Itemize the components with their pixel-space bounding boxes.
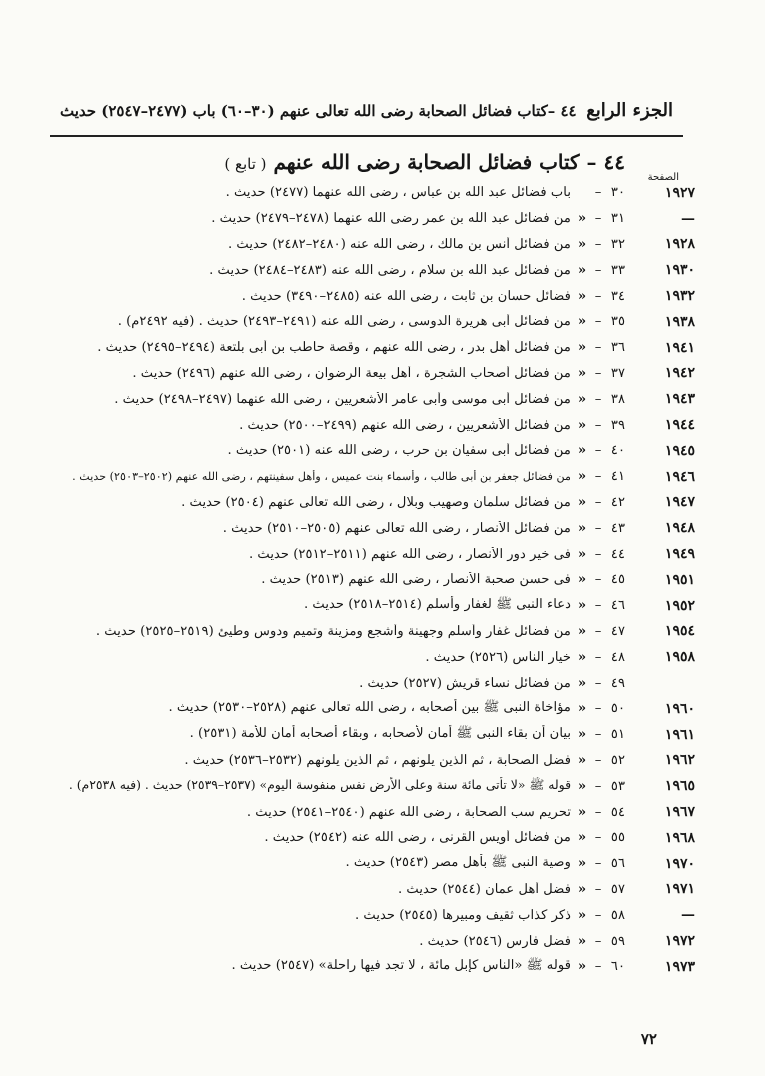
list-item (55, 928, 695, 954)
list-item (55, 180, 695, 206)
running-header (60, 100, 673, 121)
entry-number: ٤٩ (610, 675, 626, 691)
entry-number: ٥٥ (610, 830, 626, 846)
entry-number: ٤٦ (610, 598, 626, 614)
entry-ditto: « (577, 288, 587, 304)
entry-number: ٣١ (610, 211, 626, 227)
entry-dash: – (594, 340, 602, 356)
entry-title: من فضائل أهل بدر ، رضى الله عنهم ، وقصة حاطب بن أبى بلتعة (٢٤٩٤–٢٤٩٥) حديث . (97, 340, 571, 356)
entry-page: ١٩٤٤ (664, 417, 695, 434)
list-item (55, 748, 695, 774)
entry-dash: – (594, 623, 602, 639)
entry-title: من فضائل أصحاب الشجرة ، أهل بيعة الرضوان ، رضى الله عنهم (٢٤٩٦) حديث . (132, 365, 571, 381)
entry-number: ٣٣ (610, 262, 626, 278)
volume-label: الجزء الرابع (586, 100, 673, 121)
entry-title: من فضائل أبى موسى وأبى عامر الأشعريين ، رضى الله عنهما (٢٤٩٧–٢٤٩٨) حديث . (114, 391, 571, 407)
entry-ditto: « (577, 959, 587, 975)
entry-dash: – (594, 236, 602, 252)
entry-number: ٥١ (610, 727, 626, 743)
entry-dash: – (594, 727, 602, 743)
entry-dash: – (594, 881, 602, 897)
entry-page: ١٩٦٥ (664, 778, 695, 795)
list-item (55, 490, 695, 516)
entry-ditto: « (577, 881, 587, 897)
section-title (224, 150, 625, 174)
entry-ditto: « (577, 752, 587, 768)
entry-page: ١٩٤٦ (664, 468, 695, 485)
entry-ditto: « (577, 520, 587, 536)
entry-title: قوله ﷺ «الناس كإبل مائة ، لا تجد فيها راحلة» (٢٥٤٧) حديث . (231, 958, 571, 974)
entry-page: ١٩٦١ (664, 726, 695, 743)
entry-ditto: « (577, 443, 587, 459)
list-item (55, 232, 695, 258)
entry-title: باب فضائل عبد الله بن عباس ، رضى الله عنهما (٢٤٧٧) حديث . (225, 185, 571, 201)
page-column-label: الصفحة (647, 172, 679, 183)
entry-title: من فضائل الأنصار ، رضى الله تعالى عنهم (٢٥٠٥–٢٥١٠) حديث . (222, 520, 571, 536)
entry-page: ١٩٦٢ (664, 752, 695, 769)
entry-dash: – (594, 494, 602, 510)
entry-ditto: « (577, 907, 587, 923)
entry-dash: – (594, 907, 602, 923)
entry-page: ١٩٣٢ (664, 288, 695, 305)
entry-number: ٣٠ (610, 185, 626, 201)
entry-dash: – (594, 778, 602, 794)
entry-ditto: « (577, 804, 587, 820)
entry-page: ١٩٤٧ (664, 494, 695, 511)
entry-page: ١٩٧٠ (664, 855, 695, 872)
running-title: ٤٤ –كتاب فضائل الصحابة رضى الله تعالى عنهم (٣٠–٦٠) باب (٢٤٧٧–٢٥٤٧) حديث (60, 102, 577, 120)
entry-number: ٥٨ (610, 907, 626, 923)
entry-title: من فضائل نساء قريش (٢٥٢٧) حديث . (359, 675, 571, 691)
entry-page: ١٩٤٣ (664, 391, 695, 408)
entry-number: ٦٠ (610, 959, 626, 975)
entry-number: ٥٠ (610, 701, 626, 717)
entry-number: ٤٠ (610, 443, 626, 459)
entry-dash: – (594, 417, 602, 433)
entry-title: بيان أن بقاء النبى ﷺ أمان لأصحابه ، وبقاء أصحابه أمان للأمة (٢٥٣١) . (189, 726, 571, 742)
entry-dash: – (594, 546, 602, 562)
list-item (55, 722, 695, 748)
entry-page: ١٩٦٨ (664, 829, 695, 846)
entry-dash: – (594, 469, 602, 485)
entry-ditto: « (577, 211, 587, 227)
entry-page: ١٩٤٥ (664, 442, 695, 459)
entry-number: ٤٥ (610, 572, 626, 588)
entry-ditto: « (577, 236, 587, 252)
entry-ditto: « (577, 391, 587, 407)
list-item (55, 309, 695, 335)
entry-ditto: « (577, 675, 587, 691)
entry-number: ٣٧ (610, 365, 626, 381)
entry-number: ٤٣ (610, 520, 626, 536)
entry-dash: – (594, 804, 602, 820)
entry-number: ٥٧ (610, 881, 626, 897)
entry-dash: – (594, 185, 602, 201)
entry-dash: – (594, 752, 602, 768)
entry-dash: – (594, 959, 602, 975)
entry-title: خيار الناس (٢٥٢٦) حديث . (425, 649, 571, 665)
entry-page: ١٩٤٨ (664, 520, 695, 537)
entry-title: من فضائل أبى هريرة الدوسى ، رضى الله عنه (٢٤٩١–٢٤٩٣) حديث . (فيه ٢٤٩٢م) . (117, 314, 571, 330)
entry-number: ٣٢ (610, 236, 626, 252)
entry-dash: – (594, 443, 602, 459)
entry-ditto: « (577, 856, 587, 872)
list-item (55, 593, 695, 619)
entry-dash: – (594, 649, 602, 665)
header-rule (50, 135, 683, 137)
entry-page: ١٩٦٧ (664, 804, 695, 821)
entry-title: فى خير دور الأنصار ، رضى الله عنهم (٢٥١١–٢٥١٢) حديث . (248, 546, 571, 562)
entry-page: ١٩٧٢ (664, 933, 695, 949)
entry-title: فضل فارس (٢٥٤٦) حديث . (419, 933, 571, 949)
entry-number: ٤٤ (610, 546, 626, 562)
list-item (55, 541, 695, 567)
entry-page: ١٩٣٨ (664, 313, 695, 330)
page-number: ٧٢ (640, 1030, 657, 1048)
entry-title: من فضائل جعفر بن أبى طالب ، وأسماء بنت عميس ، وأهل سفينتهم ، رضى الله عنهم (٢٥٠٢–٢٥٠٣) حديث . (72, 470, 571, 484)
entry-number: ٤٧ (610, 623, 626, 639)
entry-number: ٥٦ (610, 856, 626, 872)
entry-page: ١٩٧١ (664, 881, 695, 898)
entry-number: ٥٩ (610, 933, 626, 949)
entry-number: ٤٢ (610, 494, 626, 510)
entry-page: ١٩٥٢ (664, 597, 695, 614)
entry-number: ٥٣ (610, 778, 626, 794)
entry-title: من فضائل عبد الله بن عمر رضى الله عنهما (٢٤٧٨–٢٤٧٩) حديث . (211, 211, 571, 227)
entry-title: فضل الصحابة ، ثم الذين يلونهم ، ثم الذين يلونهم (٢٥٣٢–٢٥٣٦) حديث . (184, 752, 571, 768)
list-item (55, 335, 695, 361)
entry-ditto: « (577, 262, 587, 278)
entry-number: ٣٨ (610, 391, 626, 407)
entry-ditto: « (577, 494, 587, 510)
list-item (55, 386, 695, 412)
entry-ditto: « (577, 933, 587, 949)
entry-dash: – (594, 701, 602, 717)
entry-title: فضل أهل عمان (٢٥٤٤) حديث . (397, 881, 571, 897)
list-item (55, 412, 695, 438)
entry-ditto: « (577, 314, 587, 330)
entry-title: من فضائل غفار وأسلم وجهينة وأشجع ومزينة وتميم ودوس وطيئ (٢٥١٩–٢٥٢٥) حديث . (95, 623, 571, 639)
list-item (55, 773, 695, 799)
list-item (55, 670, 695, 696)
list-item (55, 567, 695, 593)
list-item (55, 257, 695, 283)
entry-page: ١٩٦٠ (664, 700, 695, 717)
entry-dash: – (594, 933, 602, 949)
entry-dash: – (594, 314, 602, 330)
entry-ditto: « (577, 340, 587, 356)
list-item (55, 799, 695, 825)
entry-page: ١٩٤٩ (664, 546, 695, 563)
contents-list (55, 180, 695, 980)
entry-title: من فضائل سلمان وصهيب وبلال ، رضى الله تعالى عنهم (٢٥٠٤) حديث . (181, 494, 571, 510)
entry-title: دعاء النبى ﷺ لغفار وأسلم (٢٥١٤–٢٥١٨) حديث . (304, 597, 571, 613)
entry-number: ٥٤ (610, 804, 626, 820)
entry-dash: – (594, 572, 602, 588)
entry-title: مؤاخاة النبى ﷺ بين أصحابه ، رضى الله تعالى عنهم (٢٥٢٨–٢٥٣٠) حديث . (168, 700, 571, 716)
entry-dash: – (594, 288, 602, 304)
list-item (55, 644, 695, 670)
entry-ditto: « (577, 727, 587, 743)
entry-dash: – (594, 520, 602, 536)
entry-title: قوله ﷺ «لا تأتى مائة سنة وعلى الأرض نفس منفوسة اليوم» (٢٥٣٧–٢٥٣٩) حديث . (فيه ٢٥٣٨م) . (68, 776, 571, 792)
entry-title: فضائل حسان بن ثابت ، رضى الله عنه (٢٤٨٥–٣٤٩٠) حديث . (241, 288, 571, 304)
entry-number: ٤١ (610, 469, 626, 485)
list-item (55, 361, 695, 387)
entry-ditto: « (577, 417, 587, 433)
entry-title: من فضائل الأشعريين ، رضى الله عنهم (٢٤٩٩–٢٥٠٠) حديث . (239, 417, 571, 433)
list-item (55, 515, 695, 541)
list-item (55, 851, 695, 877)
entry-page: ١٩٥٤ (664, 623, 695, 640)
entry-page: ١٩٢٧ (664, 184, 695, 201)
list-item (55, 438, 695, 464)
entry-page: ١٩٣٠ (664, 262, 695, 279)
entry-number: ٣٥ (610, 314, 626, 330)
list-item (55, 206, 695, 232)
entry-dash: – (594, 675, 602, 691)
entry-title: وصية النبى ﷺ بأهل مصر (٢٥٤٣) حديث . (345, 855, 571, 871)
entry-page: ١٩٤٢ (664, 365, 695, 382)
entry-number: ٣٩ (610, 417, 626, 433)
list-item (55, 283, 695, 309)
entry-number: ٣٦ (610, 340, 626, 356)
entry-dash: – (594, 211, 602, 227)
entry-ditto: « (577, 598, 587, 614)
entry-number: ٤٨ (610, 649, 626, 665)
entry-ditto: « (577, 365, 587, 381)
entry-number: ٥٢ (610, 752, 626, 768)
list-item (55, 696, 695, 722)
entry-ditto: « (577, 546, 587, 562)
entry-dash: – (594, 262, 602, 278)
list-item (55, 902, 695, 928)
entry-dash: – (594, 391, 602, 407)
entry-page: ١٩٧٣ (664, 958, 695, 975)
entry-page: ١٩٢٨ (664, 236, 695, 253)
entry-title: ذكر كذاب ثقيف ومبيرها (٢٥٤٥) حديث . (355, 907, 571, 923)
entry-title: من فضائل أويس القرنى ، رضى الله عنه (٢٥٤٢) حديث . (264, 830, 571, 846)
entry-title: من فضائل عبد الله بن سلام ، رضى الله عنه (٢٤٨٣–٢٤٨٤) حديث . (209, 262, 571, 278)
section-continuation: ( تابع ) (224, 155, 267, 173)
entry-ditto: « (577, 701, 587, 717)
entry-number: ٣٤ (610, 288, 626, 304)
entry-page: ١٩٥١ (664, 571, 695, 588)
entry-page: — (681, 210, 695, 227)
entry-page: ١٩٤١ (664, 339, 695, 356)
entry-ditto: « (577, 830, 587, 846)
entry-ditto: « (577, 649, 587, 665)
list-item (55, 825, 695, 851)
section-title-text: ٤٤ – كتاب فضائل الصحابة رضى الله عنهم (273, 150, 625, 174)
list-item (55, 464, 695, 490)
entry-page: ١٩٥٨ (664, 649, 695, 666)
entry-dash: – (594, 365, 602, 381)
entry-dash: – (594, 598, 602, 614)
list-item (55, 877, 695, 903)
list-item (55, 619, 695, 645)
entry-ditto: « (577, 623, 587, 639)
entry-ditto: « (577, 469, 587, 485)
entry-title: من فضائل أنس بن مالك ، رضى الله عنه (٢٤٨٠–٢٤٨٢) حديث . (227, 236, 571, 252)
entry-title: فى حسن صحبة الأنصار ، رضى الله عنهم (٢٥١٣) حديث . (261, 572, 571, 588)
entry-title: تحريم سب الصحابة ، رضى الله عنهم (٢٥٤٠–٢٥٤١) حديث . (246, 804, 571, 820)
entry-dash: – (594, 830, 602, 846)
entry-page: — (681, 907, 695, 924)
entry-ditto: « (577, 572, 587, 588)
entry-title: من فضائل أبى سفيان بن حرب ، رضى الله عنه (٢٥٠١) حديث . (227, 443, 571, 459)
entry-ditto: « (577, 778, 587, 794)
entry-dash: – (594, 856, 602, 872)
list-item (55, 954, 695, 980)
